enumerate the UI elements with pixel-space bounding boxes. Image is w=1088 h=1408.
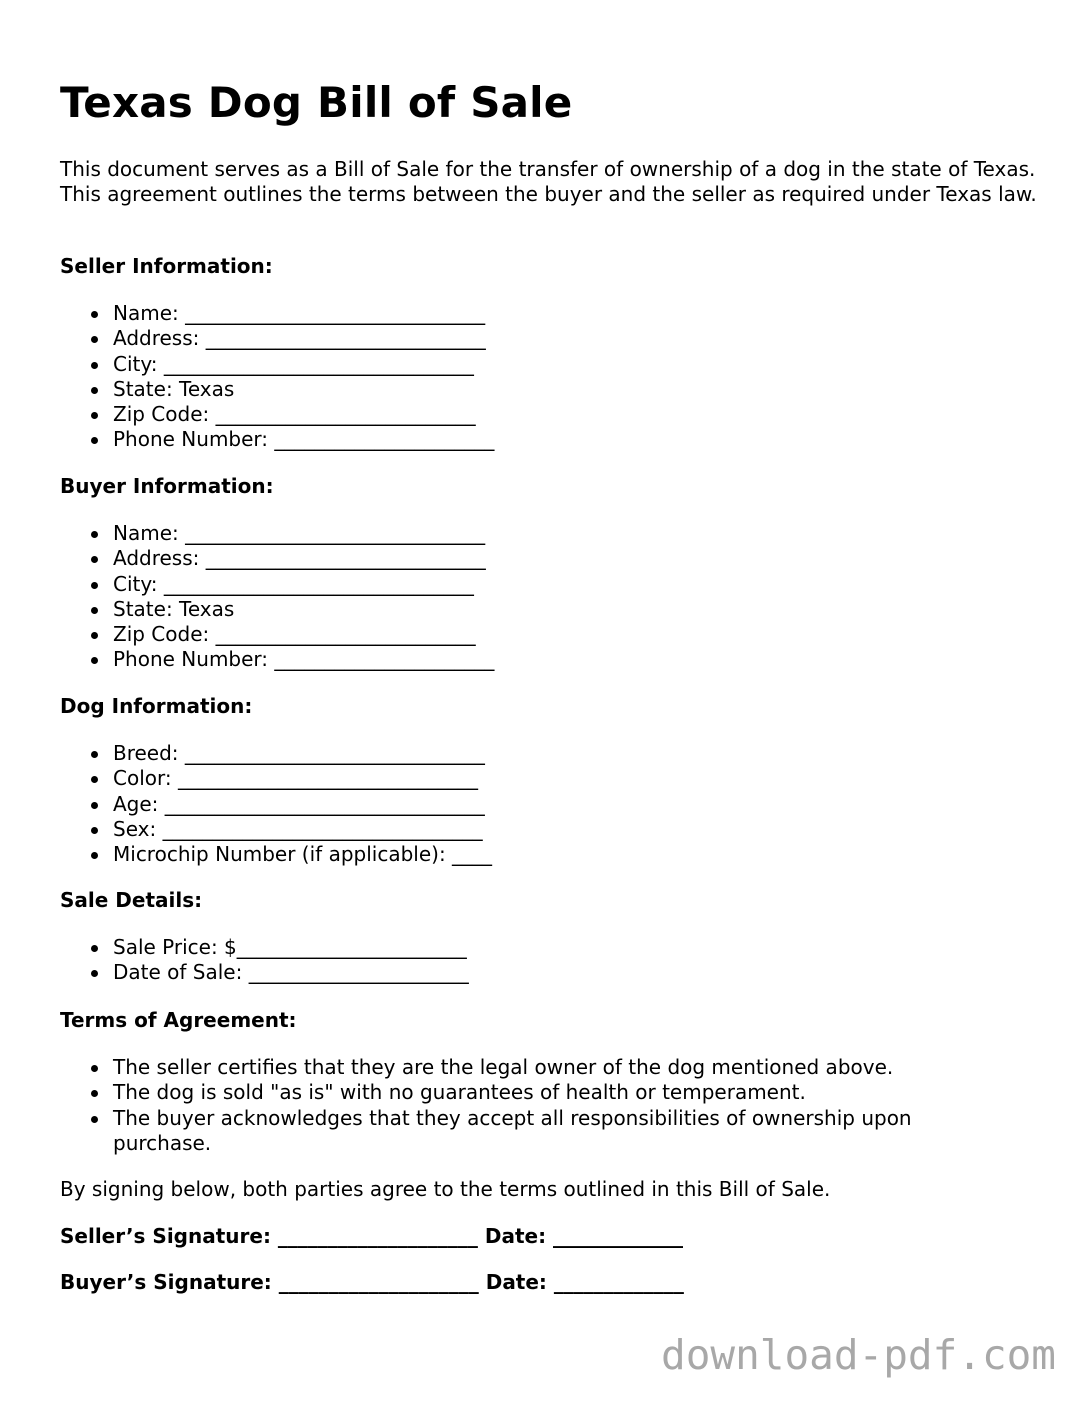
dog-color-field: Color: ______________________________ xyxy=(60,766,1050,791)
dog-age-field: Age: ________________________________ xyxy=(60,792,1050,817)
seller-city-field: City: _______________________________ xyxy=(60,352,1050,377)
sale-price-field: Sale Price: $_______________________ xyxy=(60,935,1050,960)
document-title: Texas Dog Bill of Sale xyxy=(60,78,573,127)
watermark: download-pdf.com xyxy=(661,1331,1056,1379)
dog-microchip-field: Microchip Number (if applicable): ____ xyxy=(60,842,1050,867)
buyer-name-field: Name: ______________________________ xyxy=(60,521,1050,546)
seller-list xyxy=(60,301,1050,453)
terms-item: The buyer acknowledges that they accept all responsibilities of ownership upon purchase. xyxy=(60,1106,980,1157)
terms-item: The seller certifies that they are the legal owner of the dog mentioned above. xyxy=(60,1055,980,1080)
sale-list xyxy=(60,935,1050,986)
sale-heading: Sale Details: xyxy=(60,888,203,912)
buyer-heading: Buyer Information: xyxy=(60,474,274,498)
dog-sex-field: Sex: ________________________________ xyxy=(60,817,1050,842)
terms-item: The dog is sold "as is" with no guarantees of health or temperament. xyxy=(60,1080,980,1105)
closing-statement: By signing below, both parties agree to the terms outlined in this Bill of Sale. xyxy=(60,1177,831,1201)
terms-heading: Terms of Agreement: xyxy=(60,1008,297,1032)
seller-signature-line: Seller’s Signature: ____________________ Date: _____________ xyxy=(60,1224,684,1248)
dog-breed-field: Breed: ______________________________ xyxy=(60,741,1050,766)
buyer-zip-field: Zip Code: __________________________ xyxy=(60,622,1050,647)
dog-heading: Dog Information: xyxy=(60,694,253,718)
buyer-list xyxy=(60,521,1050,673)
seller-heading: Seller Information: xyxy=(60,254,273,278)
seller-name-field: Name: ______________________________ xyxy=(60,301,1050,326)
seller-state-field: State: Texas xyxy=(60,377,1050,402)
terms-list xyxy=(60,1055,980,1156)
buyer-state-field: State: Texas xyxy=(60,597,1050,622)
sale-date-field: Date of Sale: ______________________ xyxy=(60,960,1050,985)
buyer-signature-line: Buyer’s Signature: ____________________ Date: _____________ xyxy=(60,1270,684,1294)
seller-address-field: Address: ____________________________ xyxy=(60,326,1050,351)
buyer-phone-field: Phone Number: ______________________ xyxy=(60,647,1050,672)
buyer-city-field: City: _______________________________ xyxy=(60,572,1050,597)
seller-zip-field: Zip Code: __________________________ xyxy=(60,402,1050,427)
buyer-address-field: Address: ____________________________ xyxy=(60,546,1050,571)
intro-paragraph: This document serves as a Bill of Sale for the transfer of ownership of a dog in the state of Texas. This agreement outlines the terms between the buyer and the seller as required under Texas law. xyxy=(60,157,1037,206)
seller-phone-field: Phone Number: ______________________ xyxy=(60,427,1050,452)
dog-list xyxy=(60,741,1050,867)
